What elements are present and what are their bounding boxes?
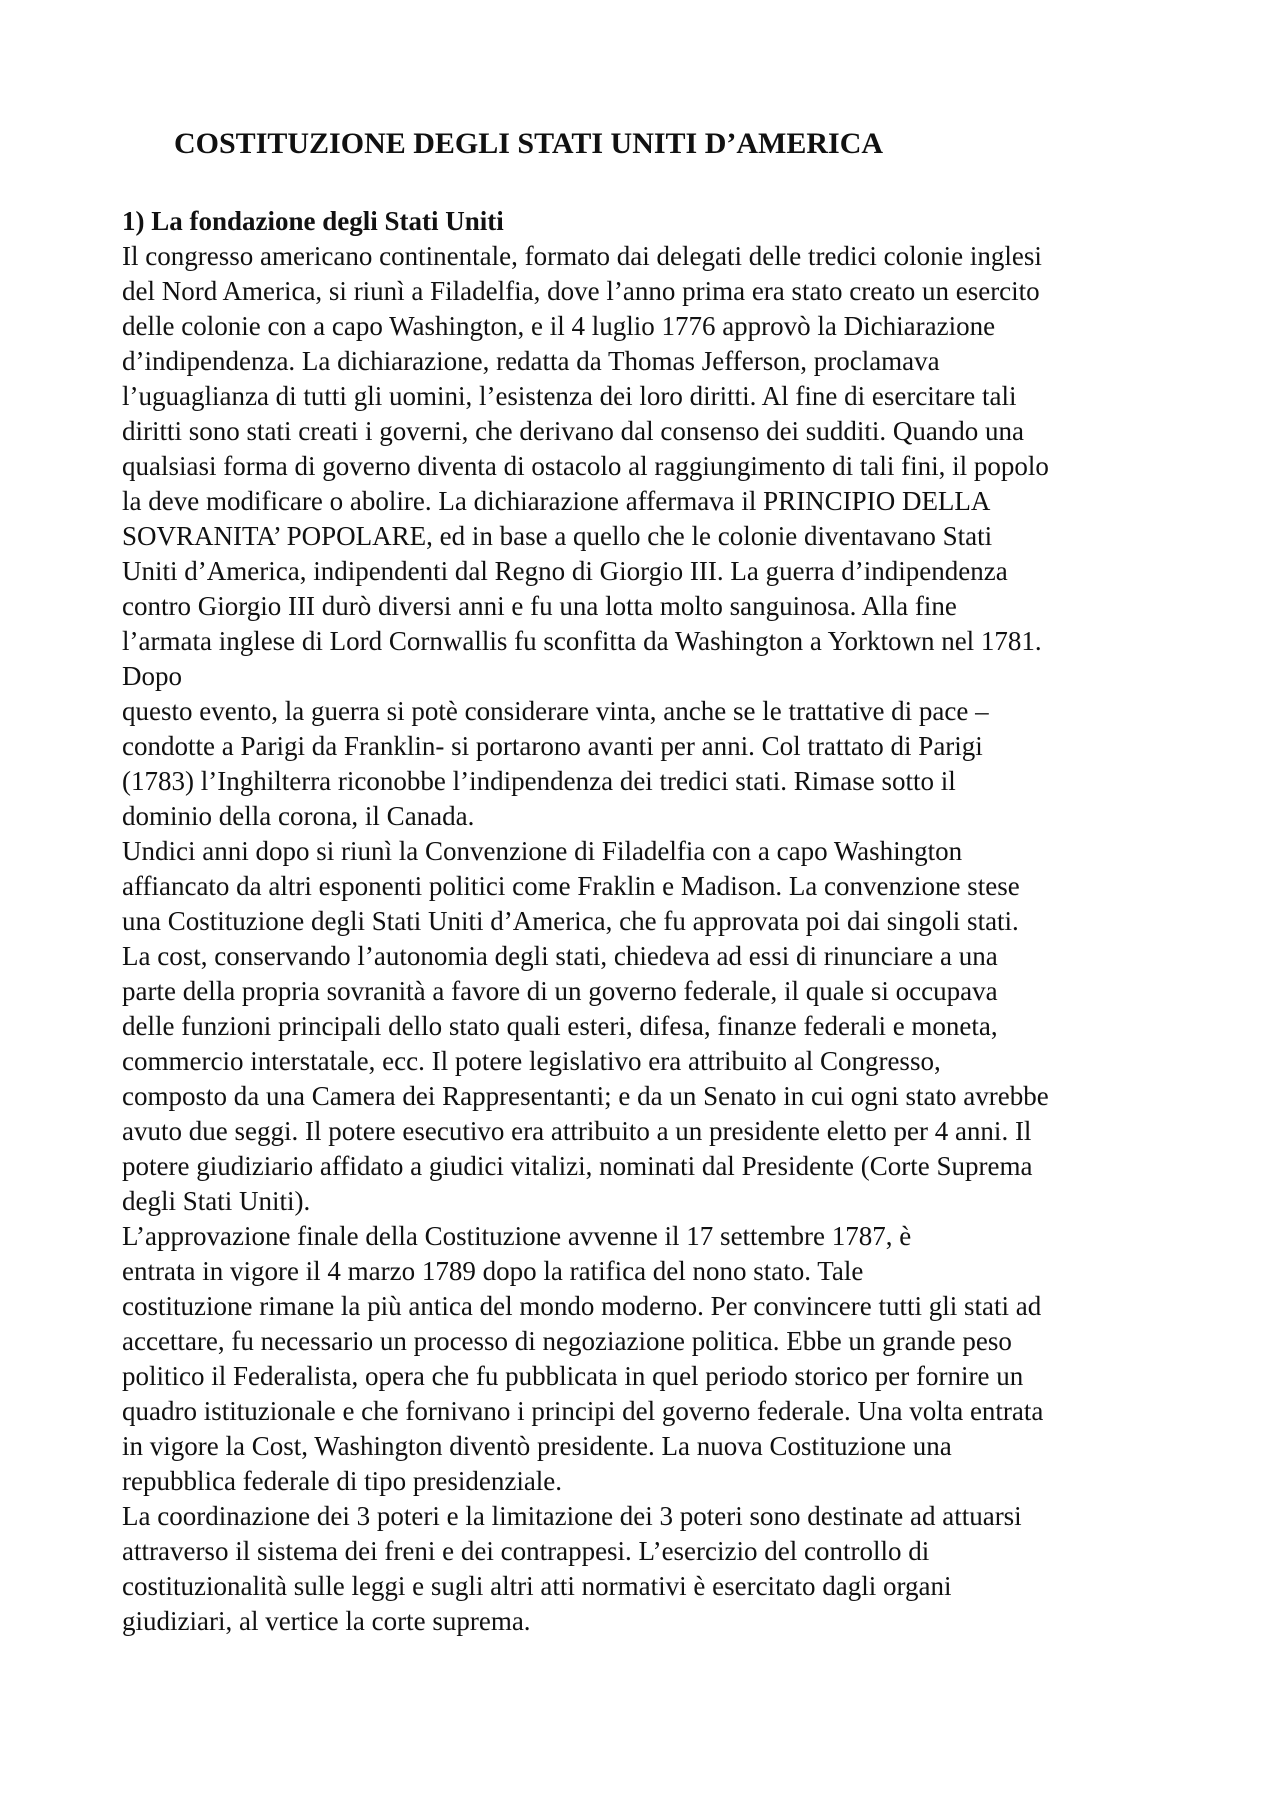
text-line: qualsiasi forma di governo diventa di ostacolo al raggiungimento di tali fini, il popolo [122,451,1049,481]
text-line: repubblica federale di tipo presidenziale. [122,1466,563,1496]
text-line: La cost, conservando l’autonomia degli stati, chiedeva ad essi di rinunciare a una [122,941,998,971]
text-line: avuto due seggi. Il potere esecutivo era attribuito a un presidente eletto per 4 anni. Il [122,1116,1032,1146]
text-line: Undici anni dopo si riunì la Convenzione di Filadelfia con a capo Washington [122,836,963,866]
text-line: contro Giorgio III durò diversi anni e fu una lotta molto sanguinosa. Alla fine [122,591,957,621]
text-line: commercio interstatale, ecc. Il potere legislativo era attribuito al Congresso, [122,1046,941,1076]
text-line: costituzionalità sulle leggi e sugli altri atti normativi è esercitato dagli organi [122,1571,952,1601]
text-line: La coordinazione dei 3 poteri e la limitazione dei 3 poteri sono destinate ad attuarsi [122,1501,1022,1531]
text-line: dominio della corona, il Canada. [122,801,475,831]
text-line: in vigore la Cost, Washington diventò presidente. La nuova Costituzione una [122,1431,952,1461]
text-line: diritti sono stati creati i governi, che derivano dal consenso dei sudditi. Quando una [122,416,1025,446]
text-line: questo evento, la guerra si potè considerare vinta, anche se le trattative di pace – [122,696,989,726]
text-line: Dopo [122,661,182,691]
text-line: giudiziari, al vertice la corte suprema. [122,1606,531,1636]
text-line: delle colonie con a capo Washington, e il 4 luglio 1776 approvò la Dichiarazione [122,311,996,341]
body-text [122,239,1182,1639]
text-line: composto da una Camera dei Rappresentanti; e da un Senato in cui ogni stato avrebbe [122,1081,1049,1111]
text-line: del Nord America, si riunì a Filadelfia, dove l’anno prima era stato creato un esercito [122,276,1040,306]
text-line: condotte a Parigi da Franklin- si portarono avanti per anni. Col trattato di Parigi [122,731,983,761]
text-line: accettare, fu necessario un processo di negoziazione politica. Ebbe un grande peso [122,1326,1012,1356]
text-line: costituzione rimane la più antica del mondo moderno. Per convincere tutti gli stati ad [122,1291,1042,1321]
text-line: SOVRANITA’ POPOLARE, ed in base a quello che le colonie diventavano Stati [122,521,993,551]
text-line: potere giudiziario affidato a giudici vitalizi, nominati dal Presidente (Corte Suprema [122,1151,1033,1181]
text-line: Uniti d’America, indipendenti dal Regno di Giorgio III. La guerra d’indipendenza [122,556,1008,586]
text-line: una Costituzione degli Stati Uniti d’America, che fu approvata poi dai singoli stati. [122,906,1019,936]
text-line: attraverso il sistema dei freni e dei contrappesi. L’esercizio del controllo di [122,1536,930,1566]
text-line: L’approvazione finale della Costituzione avvenne il 17 settembre 1787, è [122,1221,912,1251]
text-line: parte della propria sovranità a favore di un governo federale, il quale si occupava [122,976,998,1006]
text-line: delle funzioni principali dello stato quali esteri, difesa, finanze federali e moneta, [122,1011,998,1041]
text-line: l’armata inglese di Lord Cornwallis fu sconfitta da Washington a Yorktown nel 1781. [122,626,1042,656]
text-line: affiancato da altri esponenti politici come Fraklin e Madison. La convenzione stese [122,871,1020,901]
text-line: d’indipendenza. La dichiarazione, redatta da Thomas Jefferson, proclamava [122,346,940,376]
text-line: politico il Federalista, opera che fu pubblicata in quel periodo storico per fornire un [122,1361,1024,1391]
text-line: degli Stati Uniti). [122,1186,311,1216]
text-line: la deve modificare o abolire. La dichiarazione affermava il PRINCIPIO DELLA [122,486,991,516]
text-line: Il congresso americano continentale, formato dai delegati delle tredici colonie inglesi [122,241,1042,271]
document-body [122,204,1182,1639]
text-line: entrata in vigore il 4 marzo 1789 dopo la ratifica del nono stato. Tale [122,1256,864,1286]
text-line: quadro istituzionale e che fornivano i principi del governo federale. Una volta entrata [122,1396,1044,1426]
section-heading: 1) La fondazione degli Stati Uniti [122,206,504,236]
text-line: (1783) l’Inghilterra riconobbe l’indipendenza dei tredici stati. Rimase sotto il [122,766,956,796]
document-title: COSTITUZIONE DEGLI STATI UNITI D’AMERICA [174,127,884,160]
text-line: l’uguaglianza di tutti gli uomini, l’esistenza dei loro diritti. Al fine di esercitare tali [122,381,1017,411]
